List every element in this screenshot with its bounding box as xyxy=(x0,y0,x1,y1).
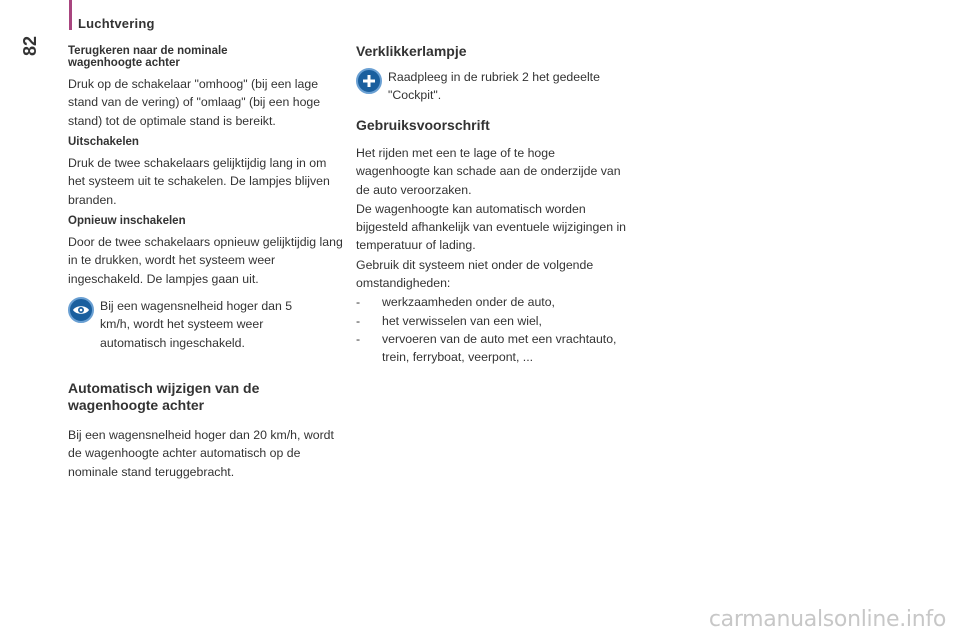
auto-section xyxy=(68,380,343,481)
eye-icon-badge xyxy=(68,297,94,323)
usage-section xyxy=(356,117,631,367)
indicator-heading: Verklikkerlampje xyxy=(356,43,467,59)
auto-heading: Automatisch wijzigen van de wagenhoogte achter xyxy=(68,380,260,413)
usage-heading: Gebruiksvoorschrift xyxy=(356,117,490,133)
auto-body: Bij een wagensnelheid hoger dan 20 km/h, wordt de wagenhoogte achter automatisch op de nominale stand teruggebracht. xyxy=(68,428,334,479)
plus-icon-badge xyxy=(356,68,382,94)
indicator-note-text: Raadpleeg in de rubriek 2 het gedeelte "Cockpit". xyxy=(388,70,600,103)
return-section xyxy=(68,45,343,130)
usage-p3: Gebruik dit systeem niet onder de volgende omstandigheden: xyxy=(356,257,594,291)
usage-list-item: - vervoeren van de auto met een vrachtauto, trein, ferryboat, veerpont, ... xyxy=(356,331,617,365)
indicator-section xyxy=(356,43,631,60)
watermark: carmanualsonline.info xyxy=(708,607,946,632)
usage-list xyxy=(356,293,631,366)
disable-body: Druk de twee schakelaars gelijktijdig lang in om het systeem uit te schakelen. De lampjes blijven branden. xyxy=(68,156,330,207)
section-title: Luchtvering xyxy=(78,16,155,31)
reenable-body: Door de twee schakelaars opnieuw gelijktijdig lang in te drukken, wordt het systeem weer ingeschakeld. De lampjes gaan uit. xyxy=(68,235,343,286)
section-accent-bar xyxy=(69,0,72,30)
disable-section xyxy=(68,136,343,209)
return-body: Druk op de schakelaar "omhoog" (bij een lage stand van de vering) of "omlaag" (bij een hoge stand) tot de optimale stand is bereikt. xyxy=(68,77,321,128)
reenable-section xyxy=(68,215,343,288)
eye-icon xyxy=(72,304,90,316)
speed-note-text: Bij een wagensnelheid hoger dan 5 km/h, wordt het systeem weer automatisch ingeschakeld. xyxy=(100,299,293,350)
page-number: 82 xyxy=(20,35,40,57)
usage-list-item: - werkzaamheden onder de auto, xyxy=(356,295,555,310)
disable-heading: Uitschakelen xyxy=(68,136,139,148)
plus-icon xyxy=(362,74,376,88)
usage-list-item: - het verwisselen van een wiel, xyxy=(356,313,542,328)
usage-p1: Het rijden met een te lage of te hoge wagenhoogte kan schade aan de onderzijde van de auto veroorzaken. xyxy=(356,146,621,197)
usage-p2: De wagenhoogte kan automatisch worden bijgesteld afhankelijk van eventuele wijzigingen in temperatuur of lading. xyxy=(356,201,627,253)
return-heading: Terugkeren naar de nominale wagenhoogte achter xyxy=(68,45,228,69)
reenable-heading: Opnieuw inschakelen xyxy=(68,215,186,227)
